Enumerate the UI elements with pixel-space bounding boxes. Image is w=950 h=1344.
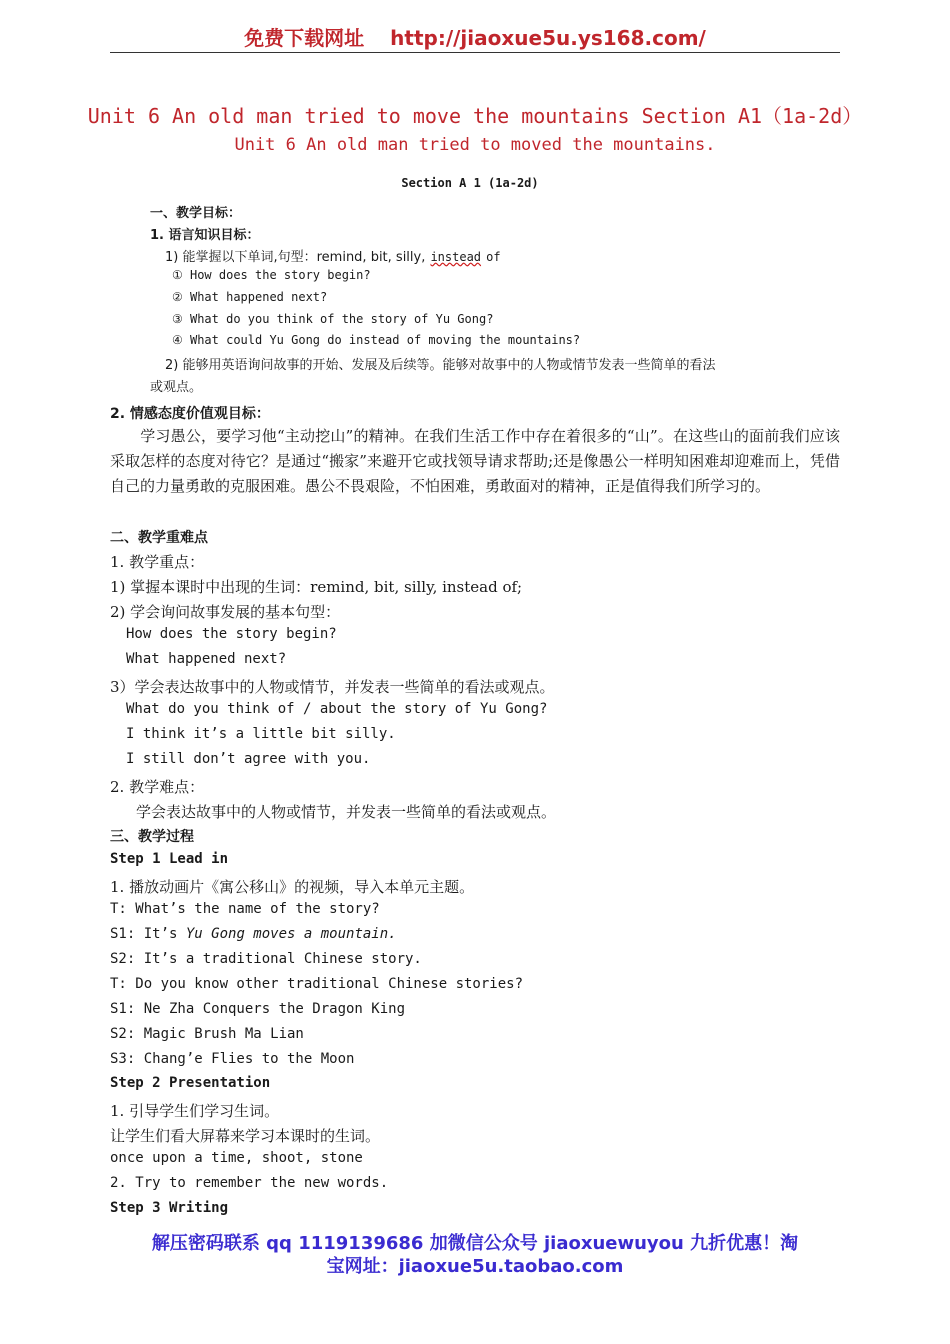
focus-point-2: 2) 学会询问故事发展的基本句型： [110,603,341,621]
step-1-line-7: S2: Magic Brush Ma Lian [110,1026,304,1042]
goal-question-4: ④ What could Yu Gong do instead of moving the mountains? [172,333,581,347]
step-2-line-4: 2. Try to remember the new words. [110,1175,389,1191]
step-1-line-4: S2: It’s a traditional Chinese story. [110,951,422,967]
emotion-heading: 2. 情感态度价值观目标： [110,406,270,422]
step-1-heading: Step 1 Lead in [110,851,229,867]
step-2-heading: Step 2 Presentation [110,1075,271,1091]
step-2-line-2: 让学生们看大屏幕来学习本课时的生词。 [110,1127,381,1145]
step-1-line-1: 1. 播放动画片《寓公移山》的视频，导入本单元主题。 [110,878,475,896]
site-header [0,22,950,51]
footer-line-1: 解压密码联系 qq 1119139686 加微信公众号 jiaoxuewuyou 九折优惠！淘 [151,1233,799,1254]
step-1-line-5: T: Do you know other traditional Chinese stories? [110,976,524,992]
step-2-line-1: 1. 引导学生们学习生词。 [110,1102,280,1120]
header-label: 免费下载网址 [244,26,365,50]
goal-item-1-suffix: of [486,250,501,264]
header-url-link[interactable]: http://jiaoxue5u.ys168.com/ [390,26,706,50]
step-1-line-8: S3: Chang’e Flies to the Moon [110,1051,355,1067]
sentence-pattern-1: How does the story begin? [126,626,337,642]
page-title: Unit 6 An old man tried to move the mountains Section A1（1a-2d） [87,104,863,128]
goal-item-1-word: instead [430,250,482,264]
step-1-line-2: T: What’s the name of the story? [110,901,380,917]
goal-question-2: ② What happened next? [172,290,328,304]
difficult-text: 学会表达故事中的人物或情节，并发表一些简单的看法或观点。 [136,803,557,821]
goal-item-2-line-2: 或观点。 [150,380,203,395]
section-label: Section A 1 (1a-2d) [401,176,539,190]
key-points-heading: 二、教学重难点 [110,530,208,546]
goal-item-1-prefix: 1) 能掌握以下单词,句型：remind, bit, silly, [165,250,426,265]
goals-heading: 一、教学目标： [150,206,242,221]
step-2-line-3: once upon a time, shoot, stone [110,1150,363,1166]
focus-point-3: 3）学会表达故事中的人物或情节，并发表一些简单的看法或观点。 [110,678,555,696]
emotion-paragraph-text: 学习愚公，要学习他“主动挖山”的精神。在我们生活工作中存在着很多的“山”。在这些山的面前我们应该采取怎样的态度对待它？是通过“搬家”来避开它或找领导请求帮助;还是像愚公一样明知困难却迎难而上，凭借自己的力量勇敢的克服困难。愚公不畏艰险，不怕困难，勇敢面对的精神，正是值得我们所学习的。 [110,427,840,495]
sentence-pattern-3: What do you think of / about the story of Yu Gong? [126,701,548,717]
sentence-pattern-2: What happened next? [126,651,287,667]
step-1-line-3-prefix: S1: It’s [110,926,178,942]
goal-item-2-line-1: 2) 能够用英语询问故事的开始、发展及后续等。能够对故事中的人物或情节发表一些简单的看法 [165,358,716,373]
footer-line-2: 宝网址：jiaoxue5u.taobao.com [326,1256,624,1277]
sentence-pattern-4: I think it’s a little bit silly. [126,726,396,742]
difficult-label: 2. 教学难点： [110,778,205,796]
goal-question-3: ③ What do you think of the story of Yu Gong? [172,312,494,326]
process-heading: 三、教学过程 [110,829,194,845]
step-1-line-3 [110,926,397,942]
sentence-pattern-5: I still don’t agree with you. [126,751,371,767]
page-subtitle: Unit 6 An old man tried to moved the mountains. [234,135,716,155]
focus-label: 1. 教学重点： [110,553,205,571]
step-1-line-3-italic: Yu Gong moves a mountain. [185,926,397,942]
focus-point-1: 1) 掌握本课时中出现的生词：remind, bit, silly, instead of; [110,578,523,596]
lang-goals-heading: 1. 语言知识目标： [150,228,260,243]
step-3-heading: Step 3 Writing [110,1200,229,1216]
header-divider [110,52,840,53]
emotion-paragraph [110,424,840,499]
goal-item-1 [165,246,501,265]
step-1-line-6: S1: Ne Zha Conquers the Dragon King [110,1001,406,1017]
goal-question-1: ① How does the story begin? [172,268,371,282]
